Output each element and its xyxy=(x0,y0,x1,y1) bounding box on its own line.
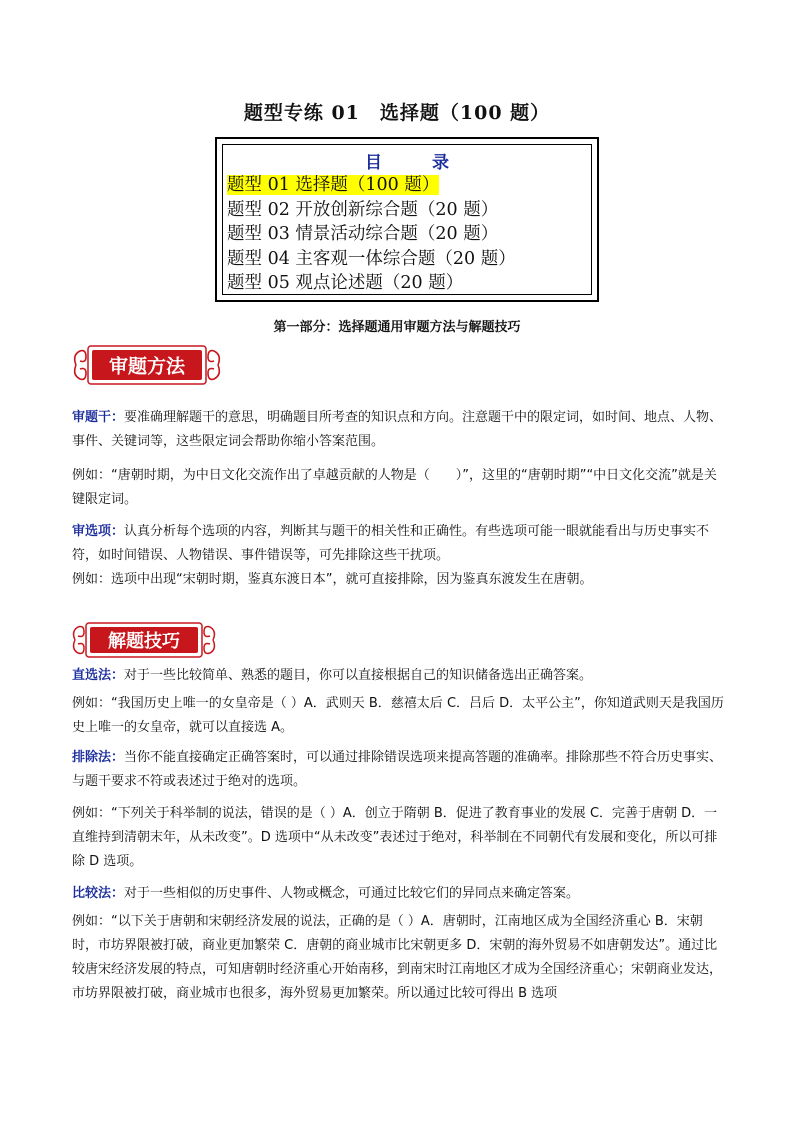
keyword-label: 审选项： xyxy=(72,524,125,539)
review-question-paragraph xyxy=(72,406,728,454)
elimination-paragraph xyxy=(72,746,728,794)
toc-item[interactable] xyxy=(227,173,516,198)
example-paragraph: 例如：“以下关于唐朝和宋朝经济发展的说法，正确的是（ ）A．唐朝时，江南地区成为全国经济重心 B．宋朝时，市坊界限被打破，商业更加繁荣 C．唐朝的商业城市比宋朝更多 D．宋朝的海外贸易不如唐朝发达”。通过比较唐宋经济发展的特点，可知唐朝时经济重心开始南移，到南宋时江南地区才成为全国经济重心；宋朝商业发达，市坊界限被打破，商业城市也很多，海外贸易更加繁荣。所以通过比较可得出 B 选项 xyxy=(72,914,723,1001)
keyword-label: 直选法： xyxy=(72,668,125,683)
toc-item[interactable] xyxy=(227,198,516,223)
toc-item[interactable] xyxy=(227,271,516,296)
toc-item-label: 题型 02 开放创新综合题（20 题） xyxy=(227,199,499,220)
toc-item[interactable] xyxy=(227,247,516,272)
paragraph-text: 要准确理解题干的意思，明确题目所考查的知识点和方向。注意题干中的限定词，如时间、地点、人物、事件、关键词等，这些限定词会帮助你缩小答案范围。 xyxy=(72,410,723,449)
paragraph-text: 认真分析每个选项的内容，判断其与题干的相关性和正确性。有些选项可能一眼就能看出与历史事实不符，如时间错误、人物错误、事件错误等，可先排除这些干扰项。 xyxy=(72,524,710,563)
toc-item-label: 题型 01 选择题（100 题） xyxy=(227,175,440,195)
page-title: 题型专练 01 选择题（100 题） xyxy=(243,102,551,124)
paragraph-text: 对于一些比较简单、熟悉的题目，你可以直接根据自己的知识储备选出正确答案。 xyxy=(124,668,593,683)
example-paragraph: 例如：“下列关于科举制的说法，错误的是（ ）A．创立于隋朝 B．促进了教育事业的发展 C．完善于唐朝 D．一直维持到清朝末年，从未改变”。D 选项中“从未改变”表述过于绝对，科举制在不同朝代有发展和变化，所以可排除 D 选项。 xyxy=(72,806,718,869)
toc-item[interactable] xyxy=(227,222,516,247)
toc-item-label: 题型 03 情景活动综合题（20 题） xyxy=(227,224,499,244)
toc-item-label: 题型 05 观点论述题（20 题） xyxy=(227,273,464,293)
review-method-banner xyxy=(70,343,224,387)
toc-list xyxy=(227,173,516,296)
comparison-paragraph xyxy=(72,882,728,906)
solving-skills-banner xyxy=(70,620,218,660)
direct-selection-paragraph xyxy=(72,664,728,688)
solve-banner-label: 解题技巧 xyxy=(108,631,180,652)
toc-heading: 目 录 xyxy=(365,153,471,173)
paragraph-text: 对于一些相似的历史事件、人物或概念，可通过比较它们的异同点来确定答案。 xyxy=(124,886,580,901)
review-banner-label: 审题方法 xyxy=(108,355,186,378)
keyword-label: 审题干： xyxy=(72,410,125,425)
example-paragraph: 例如：“我国历史上唯一的女皇帝是（ ）A．武则天 B．慈禧太后 C．吕后 D．太平公主”，你知道武则天是我国历史上唯一的女皇帝，就可以直接选 A。 xyxy=(72,696,724,735)
keyword-label: 比较法： xyxy=(72,886,125,901)
review-options-paragraph xyxy=(72,520,728,568)
keyword-label: 排除法： xyxy=(72,750,125,765)
toc-item-label: 题型 04 主客观一体综合题（20 题） xyxy=(227,248,516,269)
example-paragraph: 例如：选项中出现“宋朝时期，鉴真东渡日本”，就可直接排除，因为鉴真东渡发生在唐朝。 xyxy=(72,572,593,587)
example-paragraph: 例如：“唐朝时期，为中日文化交流作出了卓越贡献的人物是（ ）”，这里的“唐朝时期”“中日文化交流”就是关键限定词。 xyxy=(72,468,717,507)
table-of-contents xyxy=(215,137,599,302)
paragraph-text: 当你不能直接确定正确答案时，可以通过排除错误选项来提高答题的准确率。排除那些不符合历史事实、与题干要求不符或表述过于绝对的选项。 xyxy=(72,750,723,789)
part-one-title: 第一部分：选择题通用审题方法与解题技巧 xyxy=(273,320,521,335)
